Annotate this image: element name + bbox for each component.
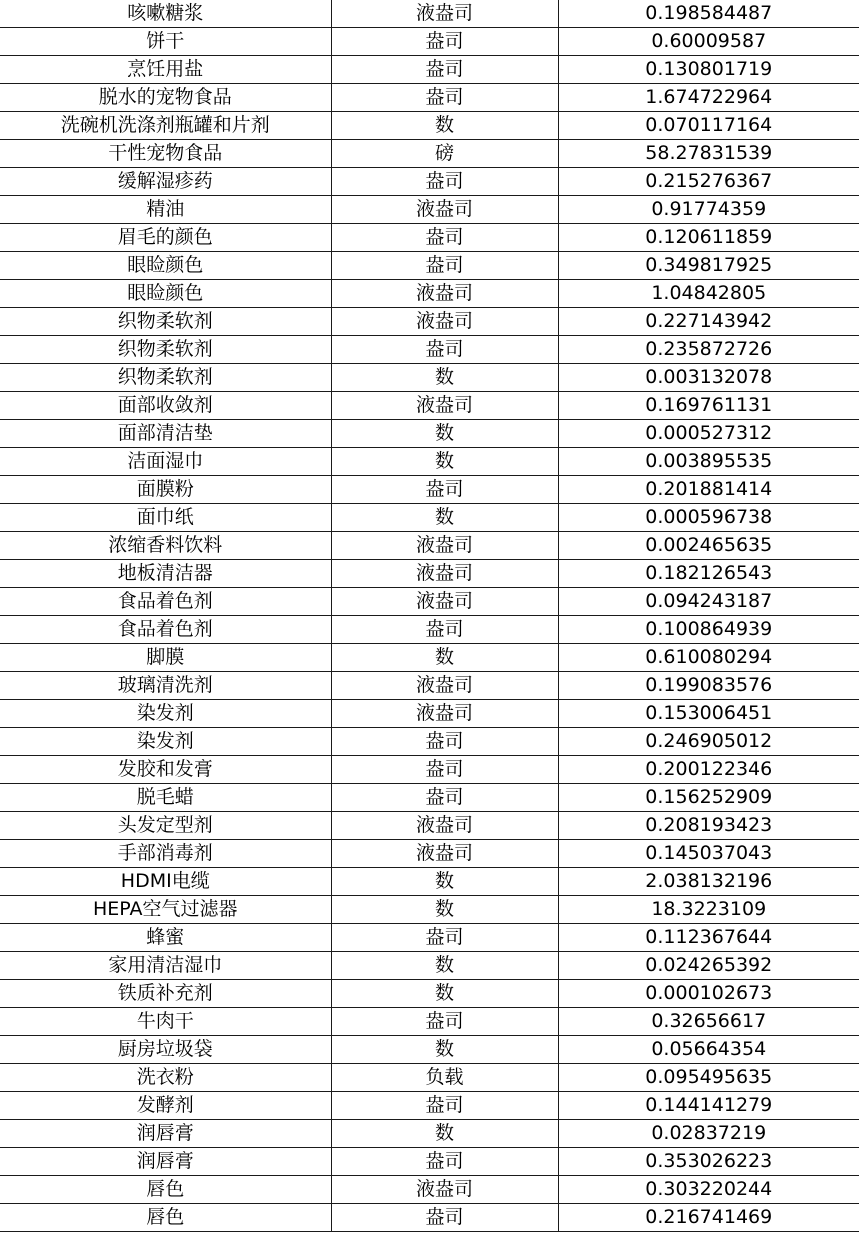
table-row (0, 980, 859, 1008)
item-name-cell[interactable]: 润唇膏 (0, 1120, 331, 1148)
unit-cell[interactable]: 数 (331, 980, 558, 1008)
table-row (0, 616, 859, 644)
value-cell[interactable]: 0.208193423 (558, 812, 859, 840)
unit-cell[interactable]: 液盎司 (331, 532, 558, 560)
item-name-cell[interactable]: 染发剂 (0, 728, 331, 756)
unit-cell[interactable]: 盎司 (331, 56, 558, 84)
table-row (0, 476, 859, 504)
item-name-cell[interactable]: 食品着色剂 (0, 588, 331, 616)
value-cell[interactable]: 0.02837219 (558, 1120, 859, 1148)
table-row (0, 784, 859, 812)
unit-cell[interactable]: 数 (331, 448, 558, 476)
unit-cell[interactable]: 液盎司 (331, 812, 558, 840)
item-name-cell[interactable]: 家用清洁湿巾 (0, 952, 331, 980)
item-name-cell[interactable]: 织物柔软剂 (0, 364, 331, 392)
value-cell[interactable]: 0.199083576 (558, 672, 859, 700)
table-row (0, 728, 859, 756)
table-row (0, 1204, 859, 1232)
unit-cell[interactable]: 盎司 (331, 224, 558, 252)
item-name-cell[interactable]: 洗碗机洗涤剂瓶罐和片剂 (0, 112, 331, 140)
table-row (0, 1120, 859, 1148)
item-name-cell[interactable]: 精油 (0, 196, 331, 224)
unit-cell[interactable]: 盎司 (331, 1148, 558, 1176)
item-name-cell[interactable]: 蜂蜜 (0, 924, 331, 952)
unit-cell[interactable]: 数 (331, 420, 558, 448)
table-row (0, 868, 859, 896)
table-row (0, 448, 859, 476)
table-row (0, 840, 859, 868)
value-cell[interactable]: 0.169761131 (558, 392, 859, 420)
value-cell[interactable]: 2.038132196 (558, 868, 859, 896)
value-cell[interactable]: 1.04842805 (558, 280, 859, 308)
item-name-cell[interactable]: 眼睑颜色 (0, 252, 331, 280)
table-row (0, 1176, 859, 1204)
table-row (0, 336, 859, 364)
unit-cell[interactable]: 数 (331, 644, 558, 672)
item-name-cell[interactable]: 唇色 (0, 1204, 331, 1232)
unit-cell[interactable]: 液盎司 (331, 0, 558, 28)
table-row (0, 672, 859, 700)
item-name-cell[interactable]: 洗衣粉 (0, 1064, 331, 1092)
item-name-cell[interactable]: 面膜粉 (0, 476, 331, 504)
unit-cell[interactable]: 盎司 (331, 616, 558, 644)
table-row (0, 308, 859, 336)
value-cell[interactable]: 0.000527312 (558, 420, 859, 448)
value-cell[interactable]: 0.216741469 (558, 1204, 859, 1232)
unit-cell[interactable]: 液盎司 (331, 588, 558, 616)
unit-cell[interactable]: 盎司 (331, 476, 558, 504)
value-cell[interactable]: 0.000102673 (558, 980, 859, 1008)
unit-cell[interactable]: 盎司 (331, 1204, 558, 1232)
table-row (0, 532, 859, 560)
unit-cell[interactable]: 盎司 (331, 168, 558, 196)
value-cell[interactable]: 0.003895535 (558, 448, 859, 476)
item-name-cell[interactable]: 面部清洁垫 (0, 420, 331, 448)
value-cell[interactable]: 0.349817925 (558, 252, 859, 280)
value-cell[interactable]: 0.130801719 (558, 56, 859, 84)
item-name-cell[interactable]: 牛肉干 (0, 1008, 331, 1036)
table-row (0, 1148, 859, 1176)
unit-cell[interactable]: 负载 (331, 1064, 558, 1092)
value-cell[interactable]: 0.353026223 (558, 1148, 859, 1176)
table-row (0, 28, 859, 56)
item-name-cell[interactable]: 织物柔软剂 (0, 336, 331, 364)
item-name-cell[interactable]: 染发剂 (0, 700, 331, 728)
unit-cell[interactable]: 盎司 (331, 1008, 558, 1036)
table-row (0, 1008, 859, 1036)
value-cell[interactable]: 0.145037043 (558, 840, 859, 868)
table-row (0, 644, 859, 672)
item-name-cell[interactable]: 地板清洁器 (0, 560, 331, 588)
item-name-cell[interactable]: 面部收敛剂 (0, 392, 331, 420)
table-row (0, 924, 859, 952)
unit-cell[interactable]: 数 (331, 364, 558, 392)
unit-cell[interactable]: 盎司 (331, 336, 558, 364)
item-name-cell[interactable]: 手部消毒剂 (0, 840, 331, 868)
unit-cell[interactable]: 盎司 (331, 1092, 558, 1120)
unit-cell[interactable]: 数 (331, 868, 558, 896)
item-name-cell[interactable]: 洁面湿巾 (0, 448, 331, 476)
value-cell[interactable]: 0.200122346 (558, 756, 859, 784)
item-name-cell[interactable]: 咳嗽糖浆 (0, 0, 331, 28)
item-name-cell[interactable]: 干性宠物食品 (0, 140, 331, 168)
value-cell[interactable]: 0.215276367 (558, 168, 859, 196)
table-row (0, 112, 859, 140)
value-cell[interactable]: 0.235872726 (558, 336, 859, 364)
item-name-cell[interactable]: 唇色 (0, 1176, 331, 1204)
table-row (0, 896, 859, 924)
item-name-cell[interactable]: 面巾纸 (0, 504, 331, 532)
value-cell[interactable]: 0.024265392 (558, 952, 859, 980)
unit-cell[interactable]: 盎司 (331, 252, 558, 280)
value-cell[interactable]: 18.3223109 (558, 896, 859, 924)
table-row (0, 952, 859, 980)
table-row (0, 1036, 859, 1064)
value-cell[interactable]: 0.303220244 (558, 1176, 859, 1204)
unit-cell[interactable]: 液盎司 (331, 308, 558, 336)
value-cell[interactable]: 0.182126543 (558, 560, 859, 588)
unit-cell[interactable]: 液盎司 (331, 840, 558, 868)
value-cell[interactable]: 0.100864939 (558, 616, 859, 644)
item-name-cell[interactable]: 脱水的宠物食品 (0, 84, 331, 112)
value-cell[interactable]: 0.002465635 (558, 532, 859, 560)
item-name-cell[interactable]: 发酵剂 (0, 1092, 331, 1120)
item-name-cell[interactable]: 头发定型剂 (0, 812, 331, 840)
item-name-cell[interactable]: 玻璃清洗剂 (0, 672, 331, 700)
unit-cell[interactable]: 数 (331, 952, 558, 980)
value-cell[interactable]: 0.156252909 (558, 784, 859, 812)
table-row (0, 252, 859, 280)
unit-cell[interactable]: 数 (331, 1120, 558, 1148)
table-row (0, 140, 859, 168)
table-row (0, 1092, 859, 1120)
unit-cell[interactable]: 液盎司 (331, 672, 558, 700)
value-cell[interactable]: 0.095495635 (558, 1064, 859, 1092)
value-cell[interactable]: 0.153006451 (558, 700, 859, 728)
value-cell[interactable]: 58.27831539 (558, 140, 859, 168)
unit-cell[interactable]: 盎司 (331, 728, 558, 756)
value-cell[interactable]: 0.094243187 (558, 588, 859, 616)
unit-cell[interactable]: 液盎司 (331, 280, 558, 308)
table-row (0, 392, 859, 420)
value-cell[interactable]: 1.674722964 (558, 84, 859, 112)
item-name-cell[interactable]: 眼睑颜色 (0, 280, 331, 308)
item-name-cell[interactable]: 织物柔软剂 (0, 308, 331, 336)
table-row (0, 700, 859, 728)
item-name-cell[interactable]: 饼干 (0, 28, 331, 56)
unit-cell[interactable]: 数 (331, 504, 558, 532)
item-name-cell[interactable]: 厨房垃圾袋 (0, 1036, 331, 1064)
table-row (0, 280, 859, 308)
value-cell[interactable]: 0.246905012 (558, 728, 859, 756)
unit-cell[interactable]: 数 (331, 896, 558, 924)
item-name-cell[interactable]: 眉毛的颜色 (0, 224, 331, 252)
unit-cell[interactable]: 数 (331, 112, 558, 140)
value-cell[interactable]: 0.201881414 (558, 476, 859, 504)
value-cell[interactable]: 0.144141279 (558, 1092, 859, 1120)
item-name-cell[interactable]: 发胶和发膏 (0, 756, 331, 784)
value-cell[interactable]: 0.32656617 (558, 1008, 859, 1036)
table-row (0, 812, 859, 840)
value-cell[interactable]: 0.05664354 (558, 1036, 859, 1064)
item-name-cell[interactable]: 缓解湿疹药 (0, 168, 331, 196)
value-cell[interactable]: 0.120611859 (558, 224, 859, 252)
unit-cell[interactable]: 盎司 (331, 84, 558, 112)
item-name-cell[interactable]: HDMI电缆 (0, 868, 331, 896)
item-name-cell[interactable]: HEPA空气过滤器 (0, 896, 331, 924)
unit-cell[interactable]: 液盎司 (331, 196, 558, 224)
unit-cell[interactable]: 液盎司 (331, 700, 558, 728)
value-cell[interactable]: 0.91774359 (558, 196, 859, 224)
value-cell[interactable]: 0.610080294 (558, 644, 859, 672)
table-row (0, 560, 859, 588)
table-row (0, 756, 859, 784)
value-cell[interactable]: 0.000596738 (558, 504, 859, 532)
table-row (0, 504, 859, 532)
unit-cell[interactable]: 盎司 (331, 756, 558, 784)
unit-cell[interactable]: 盎司 (331, 924, 558, 952)
unit-cell[interactable]: 盎司 (331, 28, 558, 56)
table-row (0, 224, 859, 252)
item-name-cell[interactable]: 脱毛蜡 (0, 784, 331, 812)
unit-cell[interactable]: 液盎司 (331, 392, 558, 420)
value-cell[interactable]: 0.070117164 (558, 112, 859, 140)
table-row (0, 588, 859, 616)
value-cell[interactable]: 0.60009587 (558, 28, 859, 56)
table-row (0, 364, 859, 392)
table-row (0, 84, 859, 112)
table-row (0, 420, 859, 448)
item-name-cell[interactable]: 铁质补充剂 (0, 980, 331, 1008)
value-cell[interactable]: 0.198584487 (558, 0, 859, 28)
table-row (0, 1064, 859, 1092)
unit-cell[interactable]: 数 (331, 1036, 558, 1064)
table-row (0, 0, 859, 28)
table-row (0, 196, 859, 224)
item-name-cell[interactable]: 浓缩香料饮料 (0, 532, 331, 560)
value-cell[interactable]: 0.227143942 (558, 308, 859, 336)
item-name-cell[interactable]: 烹饪用盐 (0, 56, 331, 84)
table-row (0, 168, 859, 196)
value-cell[interactable]: 0.112367644 (558, 924, 859, 952)
item-name-cell[interactable]: 润唇膏 (0, 1148, 331, 1176)
unit-cell[interactable]: 磅 (331, 140, 558, 168)
table-row (0, 56, 859, 84)
unit-cell[interactable]: 液盎司 (331, 560, 558, 588)
unit-cell[interactable]: 液盎司 (331, 1176, 558, 1204)
unit-cell[interactable]: 盎司 (331, 784, 558, 812)
item-name-cell[interactable]: 食品着色剂 (0, 616, 331, 644)
value-cell[interactable]: 0.003132078 (558, 364, 859, 392)
item-name-cell[interactable]: 脚膜 (0, 644, 331, 672)
